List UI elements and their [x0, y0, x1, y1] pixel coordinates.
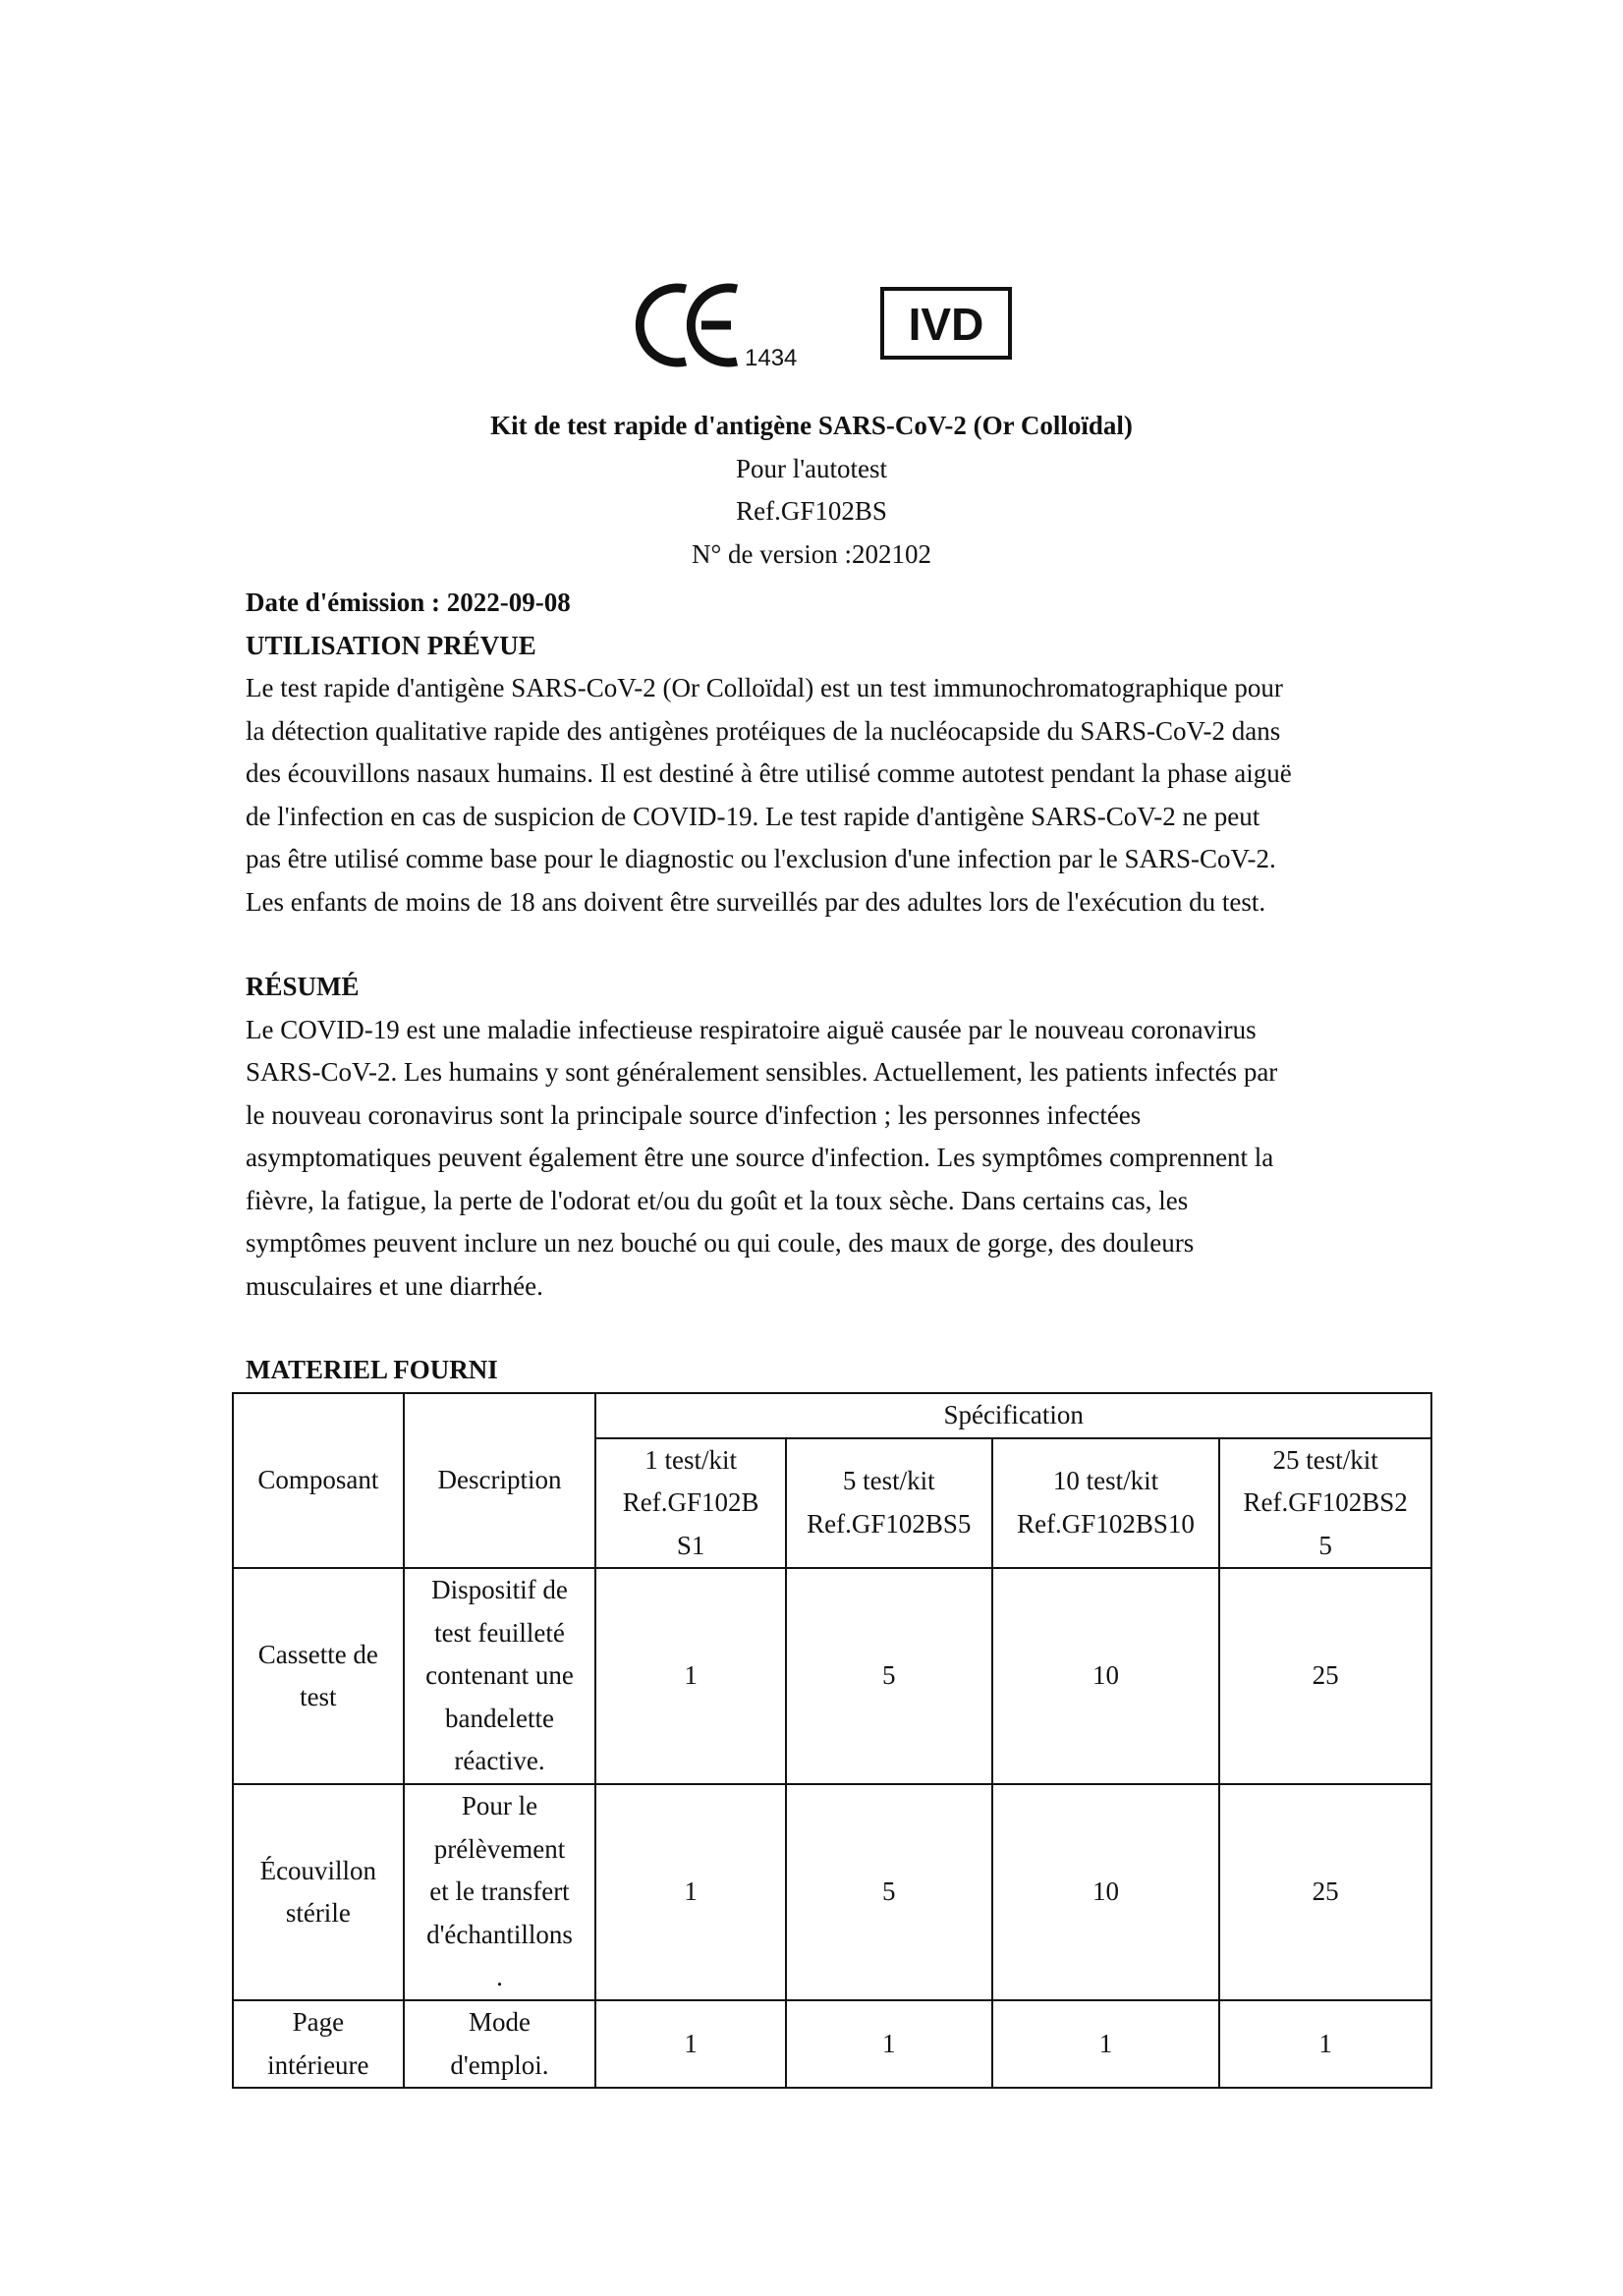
cell-line: 5 test/kit — [842, 1466, 935, 1496]
intended-use-heading: UTILISATION PRÉVUE — [246, 630, 536, 660]
header-component: Composant — [233, 1393, 404, 1568]
cell-value: 5 — [786, 1784, 992, 2000]
text-line: la détection qualitative rapide des antigènes protéiques de la nucléocapside du SARS-CoV-2 dans — [246, 715, 1281, 746]
materials-table — [232, 1392, 1432, 2089]
summary-heading: RÉSUMÉ — [246, 972, 360, 1001]
cell-line: Ref.GF102B — [622, 1487, 759, 1517]
cell-line: d'emploi. — [450, 2049, 549, 2080]
text-line: symptômes peuvent inclure un nez bouché ou qui coule, des maux de gorge, des douleurs — [246, 1228, 1195, 1258]
cell-value: 25 — [1219, 1784, 1431, 2000]
text-line: musculaires et une diarrhée. — [246, 1270, 543, 1301]
spec-header-10 — [992, 1438, 1220, 1569]
intended-use-text — [246, 667, 1405, 924]
cell-component — [233, 2000, 404, 2088]
cell-line: Page — [292, 2007, 345, 2037]
ivd-logo — [880, 287, 1012, 360]
materials-section — [246, 1349, 1405, 1392]
text-line: de l'infection en cas de suspicion de COVID-19. Le test rapide d'antigène SARS-CoV-2 ne peut — [246, 801, 1260, 831]
cell-line: contenant une — [425, 1660, 574, 1691]
cell-line: test feuilleté — [434, 1617, 565, 1648]
text-line: fièvre, la fatigue, la perte de l'odorat et/ou du goût et la toux sèche. Dans certains cas, les — [246, 1185, 1189, 1215]
cell-line: Écouvillon — [259, 1855, 377, 1885]
text-line: pas être utilisé comme base pour le diagnostic ou l'exclusion d'une infection par le SARS-CoV-2. — [246, 844, 1276, 873]
spec-header-25 — [1219, 1438, 1431, 1569]
document-subtitle: Pour l'autotest — [735, 454, 888, 483]
ce-mark-logo — [629, 277, 811, 375]
cell-line: 1 test/kit — [644, 1444, 737, 1475]
cell-component — [233, 1784, 404, 2000]
cell-line: Ref.GF102BS2 — [1243, 1487, 1408, 1517]
header-description: Description — [404, 1393, 596, 1568]
cell-line: . — [496, 1962, 503, 1992]
version-number: N° de version :202102 — [691, 539, 931, 569]
cell-line: 25 test/kit — [1272, 1444, 1378, 1475]
cell-line: stérile — [285, 1898, 351, 1928]
ivd-text: IVD — [908, 299, 984, 350]
materials-heading: MATERIEL FOURNI — [246, 1355, 498, 1384]
cell-description — [404, 1568, 596, 1784]
text-line: des écouvillons nasaux humains. Il est destiné à être utilisé comme autotest pendant la phase aiguë — [246, 758, 1292, 788]
header-specification: Spécification — [595, 1393, 1431, 1438]
cell-line: Pour le — [461, 1791, 538, 1821]
cell-line: prélèvement — [433, 1833, 566, 1864]
cell-value: 1 — [595, 1784, 786, 2000]
notified-body-number: 1434 — [745, 345, 798, 371]
cell-line: Ref.GF102BS5 — [807, 1508, 972, 1539]
spec-header-5 — [786, 1438, 992, 1569]
cell-line: test — [300, 1682, 337, 1711]
cell-line: Ref.GF102BS10 — [1017, 1508, 1195, 1539]
text-line: asymptomatiques peuvent également être une source d'infection. Les symptômes comprennent la — [246, 1143, 1274, 1172]
cell-line: 5 — [1318, 1530, 1332, 1560]
cell-line: bandelette — [445, 1703, 554, 1733]
table-row — [233, 1568, 1431, 1784]
cell-component — [233, 1568, 404, 1784]
table-header-row — [233, 1393, 1431, 1438]
logo-row — [0, 277, 1623, 385]
cell-value: 1 — [595, 2000, 786, 2088]
cell-line: Dispositif de — [431, 1575, 568, 1605]
cell-value: 25 — [1219, 1568, 1431, 1784]
intended-use-section — [246, 582, 1405, 924]
text-line: SARS-CoV-2. Les humains y sont généralement sensibles. Actuellement, les patients infectés par — [246, 1057, 1278, 1087]
cell-description — [404, 2000, 596, 2088]
cell-line: Mode — [468, 2007, 531, 2037]
cell-line: réactive. — [454, 1746, 545, 1776]
summary-text — [246, 1009, 1405, 1309]
cell-line: 10 test/kit — [1052, 1466, 1159, 1496]
cell-value: 10 — [992, 1784, 1220, 2000]
product-ref: Ref.GF102BS — [736, 496, 887, 526]
cell-value: 1 — [1219, 2000, 1431, 2088]
cell-value: 1 — [595, 1568, 786, 1784]
cell-line: et le transfert — [429, 1876, 570, 1907]
cell-value: 1 — [786, 2000, 992, 2088]
cell-value: 1 — [992, 2000, 1220, 2088]
cell-description — [404, 1784, 596, 2000]
cell-line: Cassette de — [257, 1639, 378, 1669]
table-row — [233, 2000, 1431, 2088]
text-line: le nouveau coronavirus sont la principale source d'infection ; les personnes infectées — [246, 1099, 1142, 1130]
text-line: Le COVID-19 est une maladie infectieuse respiratoire aiguë causée par le nouveau coronavirus — [246, 1014, 1257, 1044]
summary-section — [246, 966, 1405, 1308]
text-line: Le test rapide d'antigène SARS-CoV-2 (Or Colloïdal) est un test immunochromatographique pour — [246, 673, 1283, 702]
cell-value: 5 — [786, 1568, 992, 1784]
document-title: Kit de test rapide d'antigène SARS-CoV-2 (Or Colloïdal) — [490, 411, 1133, 440]
cell-line: S1 — [676, 1530, 705, 1560]
cell-value: 10 — [992, 1568, 1220, 1784]
table-row — [233, 1784, 1431, 2000]
text-line: Les enfants de moins de 18 ans doivent être surveillés par des adultes lors de l'exécution du test. — [246, 886, 1266, 917]
issue-date: Date d'émission : 2022-09-08 — [246, 588, 571, 617]
spec-header-1 — [595, 1438, 786, 1569]
cell-line: intérieure — [267, 2049, 369, 2080]
cell-line: d'échantillons — [426, 1919, 573, 1949]
